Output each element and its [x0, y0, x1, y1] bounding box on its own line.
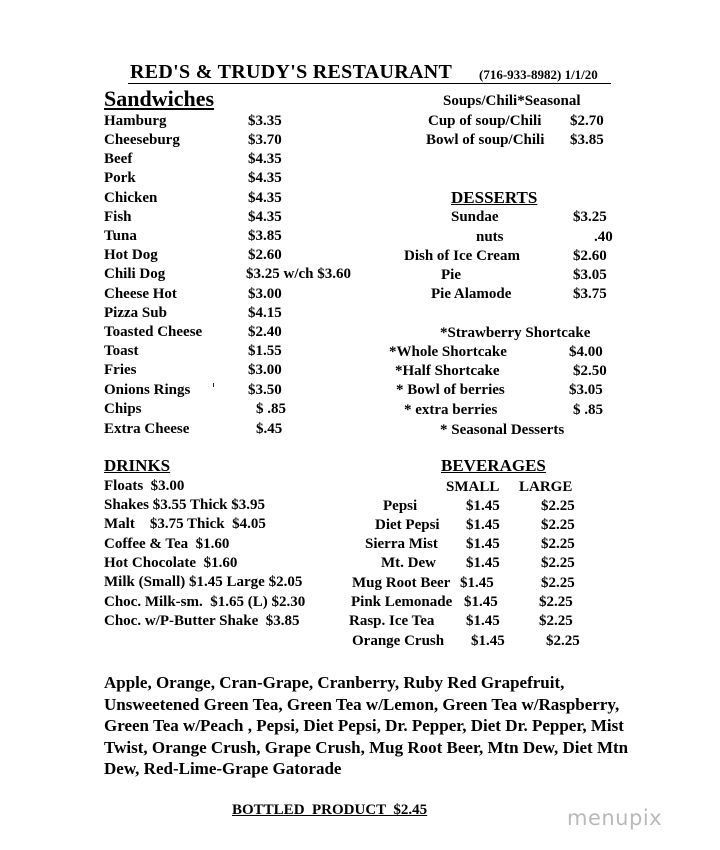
drink-item: Floats $3.00: [104, 478, 185, 494]
scan-speck: [213, 383, 214, 387]
price-large: $2.25: [539, 613, 573, 629]
menu-item: * Bowl of berries: [396, 382, 505, 398]
drink-item: Choc. w/P-Butter Shake $3.85: [104, 613, 300, 629]
menu-price: $2.50: [573, 363, 607, 379]
menu-price: $3.05: [569, 382, 603, 398]
drink-item: Choc. Milk-sm. $1.65 (L) $2.30: [104, 594, 306, 610]
price-large: $2.25: [546, 633, 580, 649]
drink-item: Malt $3.75 Thick $4.05: [104, 516, 266, 532]
menu-price: $ .85: [573, 402, 603, 418]
col-small: SMALL: [446, 479, 500, 495]
price-small: $1.45: [464, 594, 498, 610]
shortcake-heading: *Strawberry Shortcake: [440, 325, 591, 341]
menu-price: $4.00: [569, 344, 603, 360]
drink-item: Coffee & Tea $1.60: [104, 536, 230, 552]
price-large: $2.25: [541, 517, 575, 533]
menupix-watermark: menupix: [567, 806, 663, 830]
price-large: $2.25: [541, 555, 575, 571]
menu-price: $3.25: [573, 209, 607, 225]
beverage-name: Mt. Dew: [381, 555, 436, 571]
price-large: $2.25: [541, 498, 575, 514]
price-small: $1.45: [460, 575, 494, 591]
price-small: $1.45: [471, 633, 505, 649]
price-small: $1.45: [466, 536, 500, 552]
restaurant-name: RED'S & TRUDY'S RESTAURANT: [130, 61, 453, 83]
beverage-name: Pink Lemonade: [351, 594, 453, 610]
bottled-product-price: BOTTLED PRODUCT $2.45: [232, 802, 428, 818]
menu-item: *Half Shortcake: [395, 363, 500, 379]
price-large: $2.25: [541, 575, 575, 591]
beverage-name: Diet Pepsi: [375, 517, 440, 533]
menu-item: * extra berries: [404, 402, 498, 418]
desserts-heading: DESSERTS: [451, 188, 538, 207]
menu-price: $3.05: [573, 267, 607, 283]
beverage-name: Pepsi: [383, 498, 418, 514]
price-small: $1.45: [466, 555, 500, 571]
beverage-name: Orange Crush: [352, 633, 445, 649]
drink-item: Shakes $3.55 Thick $3.95: [104, 497, 266, 513]
drinks-heading: DRINKS: [104, 456, 171, 475]
price-large: $2.25: [539, 594, 573, 610]
price-small: $1.45: [466, 517, 500, 533]
phone-and-date: (716-933-8982) 1/1/20: [479, 67, 598, 82]
price-large: $2.25: [541, 536, 575, 552]
beverage-name: Rasp. Ice Tea: [349, 613, 435, 629]
menu-price: $2.60: [573, 248, 607, 264]
seasonal-note: * Seasonal Desserts: [440, 422, 565, 438]
sandwiches-heading: Sandwiches: [104, 86, 215, 111]
beverage-name: Sierra Mist: [365, 536, 438, 552]
soups-heading: Soups/Chili*Seasonal: [443, 93, 581, 109]
drink-item: Hot Chocolate $1.60: [104, 555, 238, 571]
drink-item: Milk (Small) $1.45 Large $2.05: [104, 574, 303, 590]
price-small: $1.45: [466, 498, 500, 514]
header-underline: [128, 83, 611, 84]
col-large: LARGE: [519, 479, 573, 495]
menu-price: $3.75: [573, 286, 607, 302]
bottled-products-list: Apple, Orange, Cran-Grape, Cranberry, Ruby Red Grapefruit, Unsweetened Green Tea, Green Tea w/Lemon, Green Tea w/Raspberry, Green Tea w/Peach , Pepsi, Diet Pepsi, Dr. Pepper, Diet Dr. Pepper, Mist Twist, Orange Crush, Grape Crush, Mug Root Beer, Mtn Dew, Diet Mtn Dew, Red-Lime-Grape Gatorade: [104, 673, 629, 778]
beverage-name: Mug Root Beer: [352, 575, 451, 591]
price-small: $1.45: [466, 613, 500, 629]
beverages-heading: BEVERAGES: [441, 456, 546, 475]
menu-price: .40: [594, 229, 613, 245]
menu-item: *Whole Shortcake: [389, 344, 507, 360]
